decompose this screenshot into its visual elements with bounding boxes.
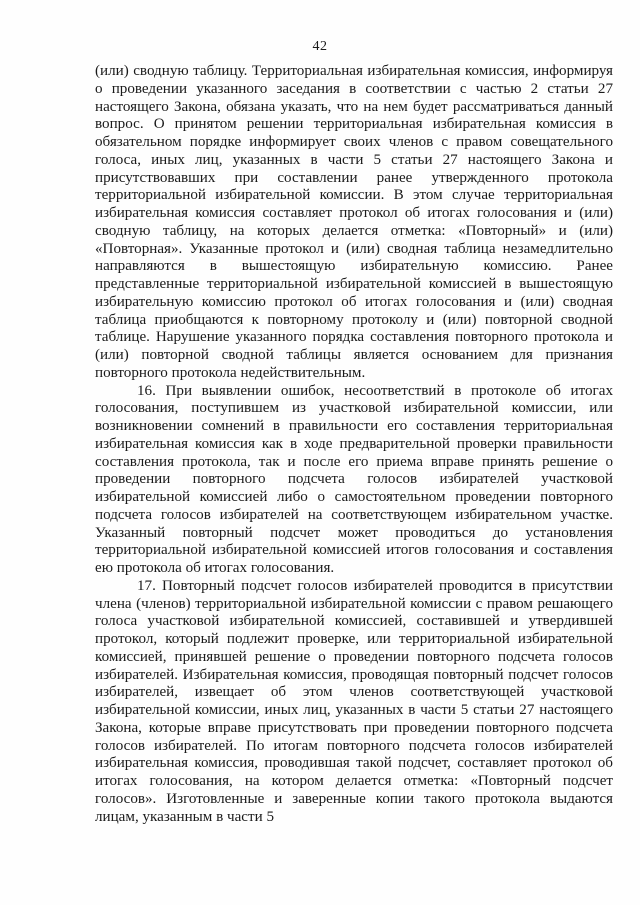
page-number: 42 <box>312 39 328 54</box>
paragraph-17: 17. Повторный подсчет голосов избирателей проводится в присутствии члена (членов) территориальной избирательной комиссии с правом решающего голоса участковой избирательной комиссией, составившей и утвердившей протокол, который подлежит проверке, или территориальной избирательной комиссией, принявшей решение о проведении повторного подсчета голосов избирателей. Избирательная комиссия, проводящая повторный подсчет голосов избирателей, извещает об этом членов соответствующей участковой избирательной комиссии, иных лиц, указанных в части 5 статьи 27 настоящего Закона, которые вправе присутствовать при проведении повторного подсчета голосов избирателей. По итогам повторного подсчета голосов избирателей избирательная комиссия, проводившая такой подсчет, составляет протокол об итогах голосования, на котором делается отметка: «Повторный подсчет голосов». Изготовленные и заверенные копии такого протокола выдаются лицам, указанным в части 5 <box>95 577 613 825</box>
document-body <box>95 63 613 826</box>
paragraph-continuation: (или) сводную таблицу. Территориальная избирательная комиссия, информируя о проведении указанного заседания в соответствии с частью 2 статьи 27 настоящего Закона, обязана указать, что на нем будет рассматриваться данный вопрос. О принятом решении территориальная избирательная комиссия в обязательном порядке информирует своих членов с правом совещательного голоса, иных лиц, указанных в части 5 статьи 27 настоящего Закона и присутствовавших при составлении ранее утвержденного протокола территориальной избирательной комиссии. В этом случае территориальная избирательная комиссия составляет протокол об итогах голосования и (или) сводную таблицу, на которых делается отметка: «Повторный» и (или) «Повторная». Указанные протокол и (или) сводная таблица незамедлительно направляются в вышестоящую избирательную комиссию. Ранее представленные территориальной избирательной комиссией в вышестоящую избирательную комиссию протокол об итогах голосования и (или) сводная таблица приобщаются к повторному протоколу и (или) повторной сводной таблице. Нарушение указанного порядка составления повторного протокола и (или) повторной сводной таблицы является основанием для признания повторного протокола недействительным. <box>95 63 613 381</box>
paragraph-16: 16. При выявлении ошибок, несоответствий в протоколе об итогах голосования, поступившем из участковой избирательной комиссии, или возникновении сомнений в правильности его составления территориальная избирательная комиссия как в ходе предварительной проверки правильности составления протокола, так и после его приема вправе принять решение о проведении повторного подсчета голосов избирателей участковой избирательной комиссией либо о самостоятельном проведении повторного подсчета голосов избирателей на соответствующем избирательном участке. Указанный повторный подсчет может проводиться до установления территориальной избирательной комиссией итогов голосования и составления ею протокола об итогах голосования. <box>95 382 613 576</box>
